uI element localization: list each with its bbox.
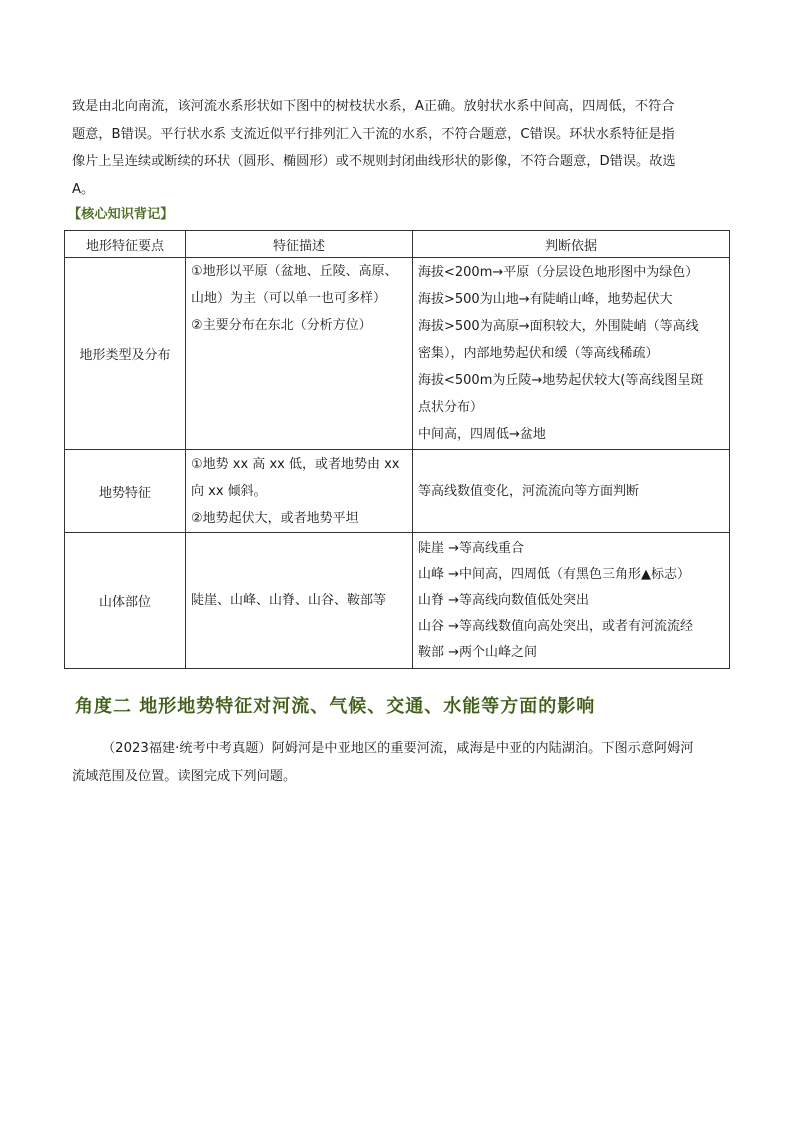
basis-line: 山峰 →中间高，四周低（有黑色三角形▲标志）: [418, 566, 691, 582]
row-basis: [413, 533, 730, 669]
table-header-row: [65, 231, 730, 258]
intro-line: 致是由北向南流，该河流水系形状如下图中的树枝状水系，A正确。放射状水系中间高，四周低，不符合: [72, 99, 675, 114]
row-description: [186, 450, 413, 533]
intro-line: 像片上呈连续或断续的环状（圆形、椭圆形）或不规则封闭曲线形状的影像，不符合题意，D错误。故选: [72, 154, 676, 169]
basis-line: 鞍部 →两个山峰之间: [418, 644, 538, 660]
row-point: 山体部位: [65, 533, 186, 669]
basis-line: 等高线数值变化，河流流向等方面判断: [418, 483, 640, 499]
row-point: 地形类型及分布: [65, 258, 186, 450]
basis-line: 海拔>500为高原→面积较大，外围陡峭（等高线: [418, 319, 699, 334]
table-row: [65, 258, 730, 450]
header-basis: 判断依据: [413, 231, 730, 258]
knowledge-table: [64, 230, 730, 669]
knowledge-title: 【核心知识背记】: [68, 207, 174, 222]
row-description: [186, 258, 413, 450]
basis-line: 海拔<200m→平原（分层设色地形图中为绿色）: [418, 265, 699, 280]
description-line: 向 xx 倾斜。: [191, 483, 267, 499]
intro-line: 题意，B错误。平行状水系 支流近似平行排列汇入干流的水系，不符合题意，C错误。环状水系特征是指: [72, 126, 675, 142]
question-line: 流域范围及位置。读图完成下列问题。: [72, 769, 297, 784]
basis-line: 海拔<500m为丘陵→地势起伏较大(等高线图呈斑: [418, 373, 704, 388]
basis-line: 密集），内部地势起伏和缓（等高线稀疏）: [418, 346, 659, 361]
description-line: ①地形以平原（盆地、丘陵、高原、: [191, 264, 398, 279]
question-paragraph: [72, 735, 734, 791]
row-basis: [413, 450, 730, 533]
section-heading: 角度二 地形地势特征对河流、气候、交通、水能等方面的影响: [75, 696, 596, 717]
row-description: [186, 533, 413, 669]
basis-line: 山谷 →等高线数值向高处突出，或者有河流流经: [418, 618, 694, 634]
row-point: 地势特征: [65, 450, 186, 533]
header-description: 特征描述: [186, 231, 413, 258]
intro-line: A。: [72, 181, 95, 197]
row-basis: [413, 258, 730, 450]
basis-line: 海拔>500为山地→有陡峭山峰，地势起伏大: [418, 292, 673, 307]
description-line: 山地）为主（可以单一也可多样）: [191, 291, 387, 306]
basis-line: 中间高，四周低→盆地: [418, 427, 546, 442]
description-line: ②地势起伏大，或者地势平坦: [191, 510, 359, 526]
description-line: 陡崖、山峰、山脊、山谷、鞍部等: [191, 593, 387, 608]
description-line: ①地势 xx 高 xx 低，或者地势由 xx: [191, 456, 400, 472]
header-point: 地形特征要点: [65, 231, 186, 258]
description-line: ②主要分布在东北（分析方位）: [191, 318, 372, 333]
table-row: [65, 533, 730, 669]
basis-line: 山脊 →等高线向数值低处突出: [418, 592, 590, 608]
basis-line: 陡崖 →等高线重合: [418, 540, 525, 556]
question-line: （2023福建·统考中考真题）阿姆河是中亚地区的重要河流，咸海是中亚的内陆湖泊。下图示意阿姆河: [102, 741, 694, 756]
intro-paragraph: [72, 93, 734, 203]
basis-line: 点状分布）: [418, 400, 484, 415]
table-row: [65, 450, 730, 533]
